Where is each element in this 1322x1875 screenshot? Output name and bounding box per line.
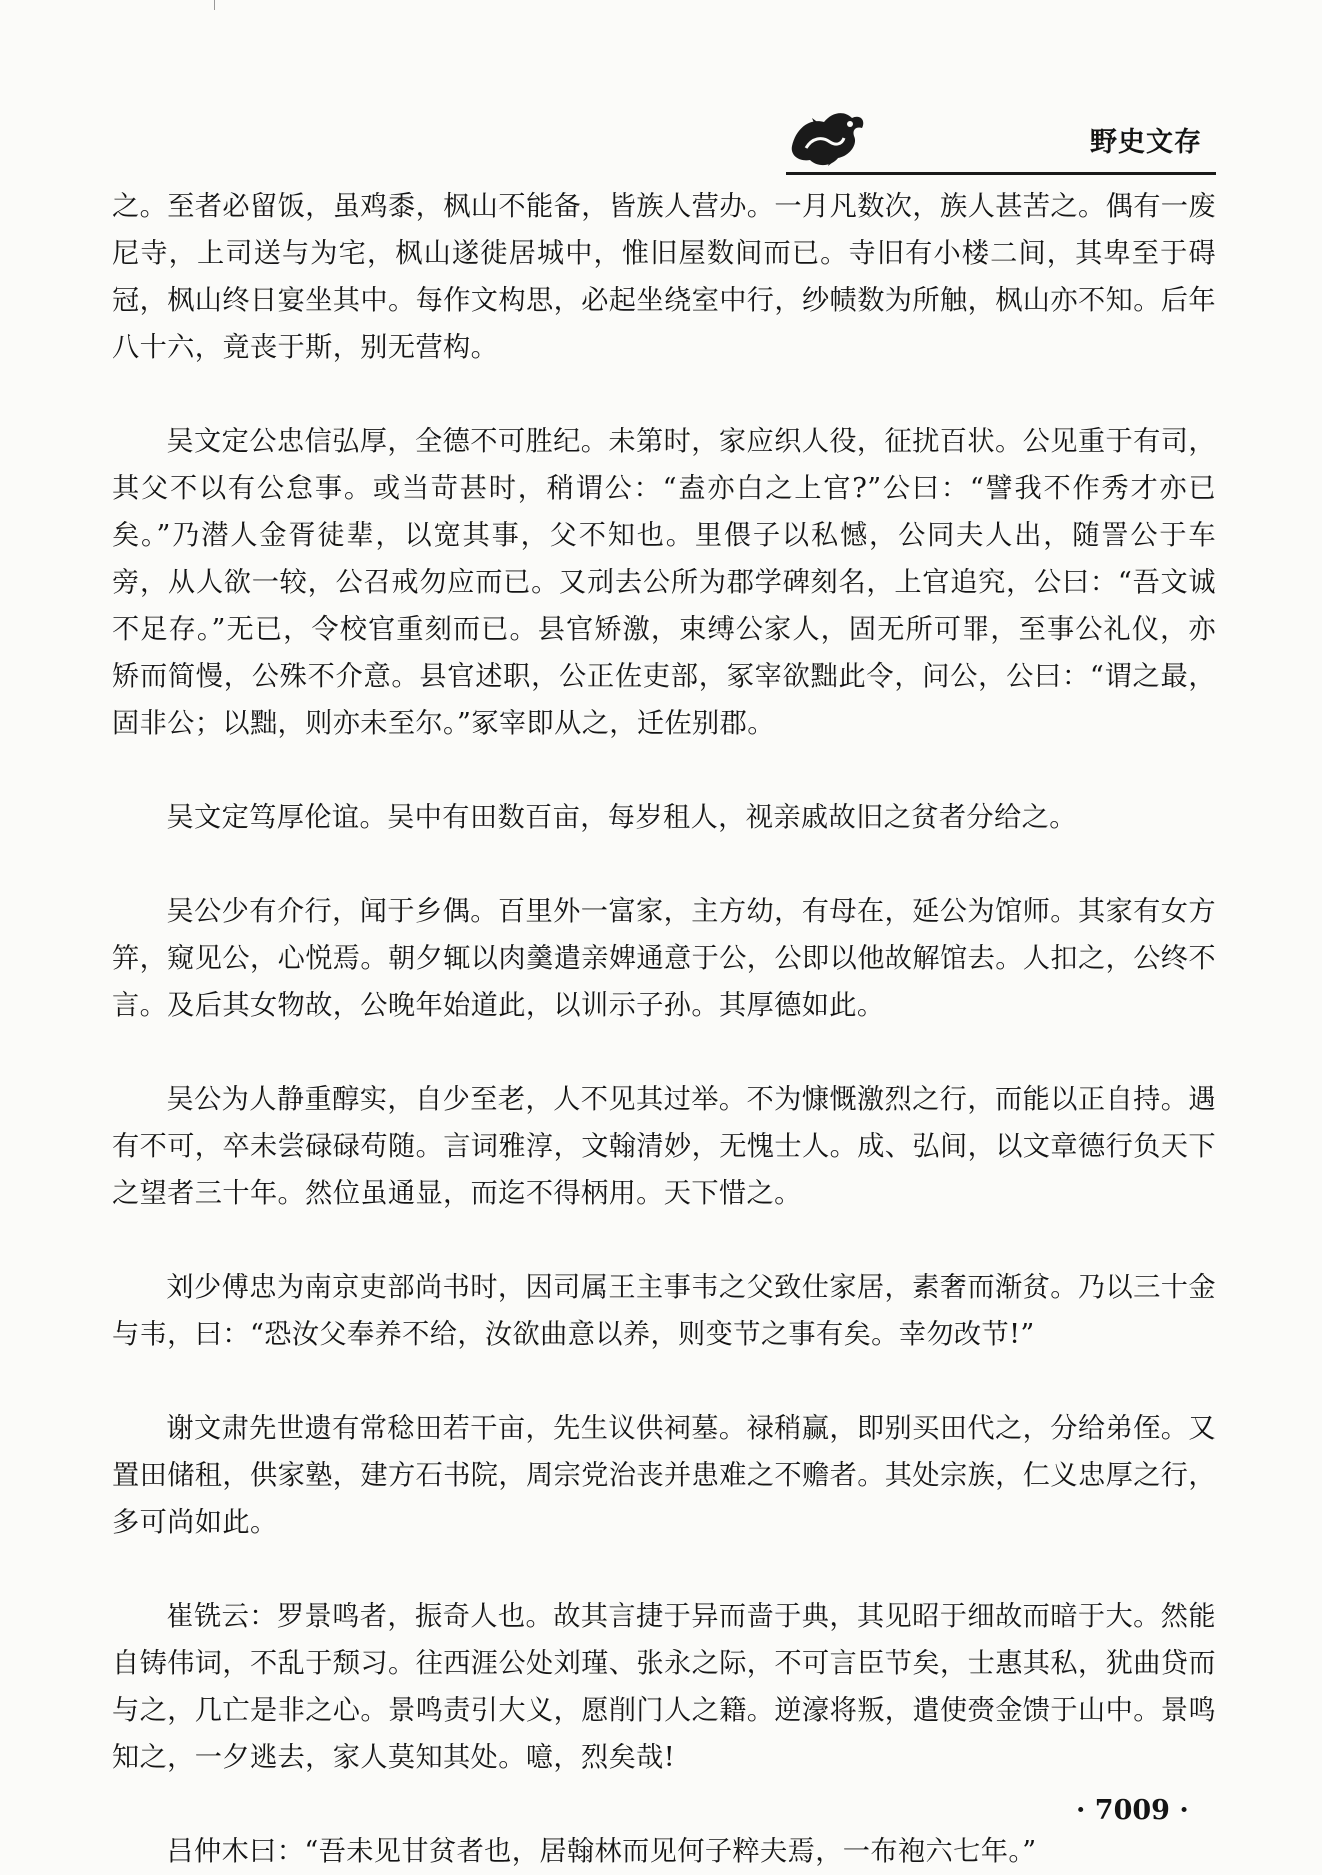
page-number: · 7009 · [1076, 1795, 1189, 1826]
paragraph: 吴文定公忠信弘厚，全德不可胜纪。未第时，家应织人役，征扰百状。公见重于有司，其父不以有公怠事。或当苛甚时，稍谓公：“盍亦白之上官?”公曰：“譬我不作秀才亦已矣。”乃潜人金胥徒辈，以宽其事，父不知也。里偎子以私憾，公同夫人出，随詈公于车旁，从人欲一较，公召戒勿应而已。又刓去公所为郡学碑刻名，上官追究，公曰：“吾文诚不足存。”无已，令校官重刻而已。县官矫激，束缚公家人，固无所可罪，至事公礼仪，亦矫而简慢，公殊不介意。县官述职，公正佐吏部，冢宰欲黜此令，问公，公曰：“谓之最，固非公；以黜，则亦未至尔。”冢宰即从之，迁佐别郡。 [112, 426, 1216, 739]
paragraph: 崔铣云：罗景鸣者，振奇人也。故其言捷于异而啬于典，其见昭于细故而暗于大。然能自铸伟词，不乱于颓习。往西涯公处刘瑾、张永之际，不可言臣节矣，士惠其私，犹曲贷而与之，几亡是非之心。景鸣责引大义，愿削门人之籍。逆濠将叛，遣使赍金馈于山中。景鸣知之，一夕逃去，家人莫知其处。噫，烈矣哉! [112, 1601, 1216, 1773]
paragraph: 刘少傅忠为南京吏部尚书时，因司属王主事韦之父致仕家居，素奢而渐贫。乃以三十金与韦，曰：“恐汝父奉养不给，汝欲曲意以养，则变节之事有矣。幸勿改节!” [112, 1272, 1216, 1350]
paragraph: 吕仲木曰：“吾未见甘贫者也，居翰林而见何子粹夫焉，一布袍六七年。” [166, 1836, 1037, 1867]
page-header [786, 100, 1212, 172]
paragraph: 谢文肃先世遗有常稔田若干亩，先生议供祠墓。禄稍赢，即别买田代之，分给弟侄。又置田储租，供家塾，建方石书院，周宗党治丧并患难之不赡者。其处宗族，仁义忠厚之行，多可尚如此。 [112, 1413, 1216, 1538]
header-rule [786, 172, 1216, 175]
scan-mark [214, 0, 215, 10]
paragraph: 之。至者必留饭，虽鸡黍，枫山不能备，皆族人营办。一月凡数次，族人甚苦之。偶有一废尼寺，上司送与为宅，枫山遂徙居城中，惟旧屋数间而已。寺旧有小楼二间，其卑至于碍冠，枫山终日宴坐其中。每作文构思，必起坐绕室中行，纱帻数为所触，枫山亦不知。后年八十六，竟丧于斯，别无营构。 [112, 191, 1216, 363]
dragon-icon [786, 106, 870, 170]
paragraph: 吴公少有介行，闻于乡偶。百里外一富家，主方幼，有母在，延公为馆师。其家有女方笄，窥见公，心悦焉。朝夕辄以肉羹遣亲婢通意于公，公即以他故解馆去。人扣之，公终不言。及后其女物故，公晚年始道此，以训示子孙。其厚德如此。 [112, 896, 1216, 1021]
header-title: 野史文存 [1090, 127, 1202, 158]
paragraph: 吴公为人静重醇实，自少至老，人不见其过举。不为慷慨激烈之行，而能以正自持。遇有不可，卒未尝碌碌苟随。言词雅淳，文翰清妙，无愧士人。成、弘间，以文章德行负天下之望者三十年。然位虽通显，而迄不得柄用。天下惜之。 [112, 1084, 1216, 1209]
page-body [112, 183, 1216, 1875]
paragraph: 吴文定笃厚伦谊。吴中有田数百亩，每岁租人，视亲戚故旧之贫者分给之。 [166, 802, 1077, 833]
